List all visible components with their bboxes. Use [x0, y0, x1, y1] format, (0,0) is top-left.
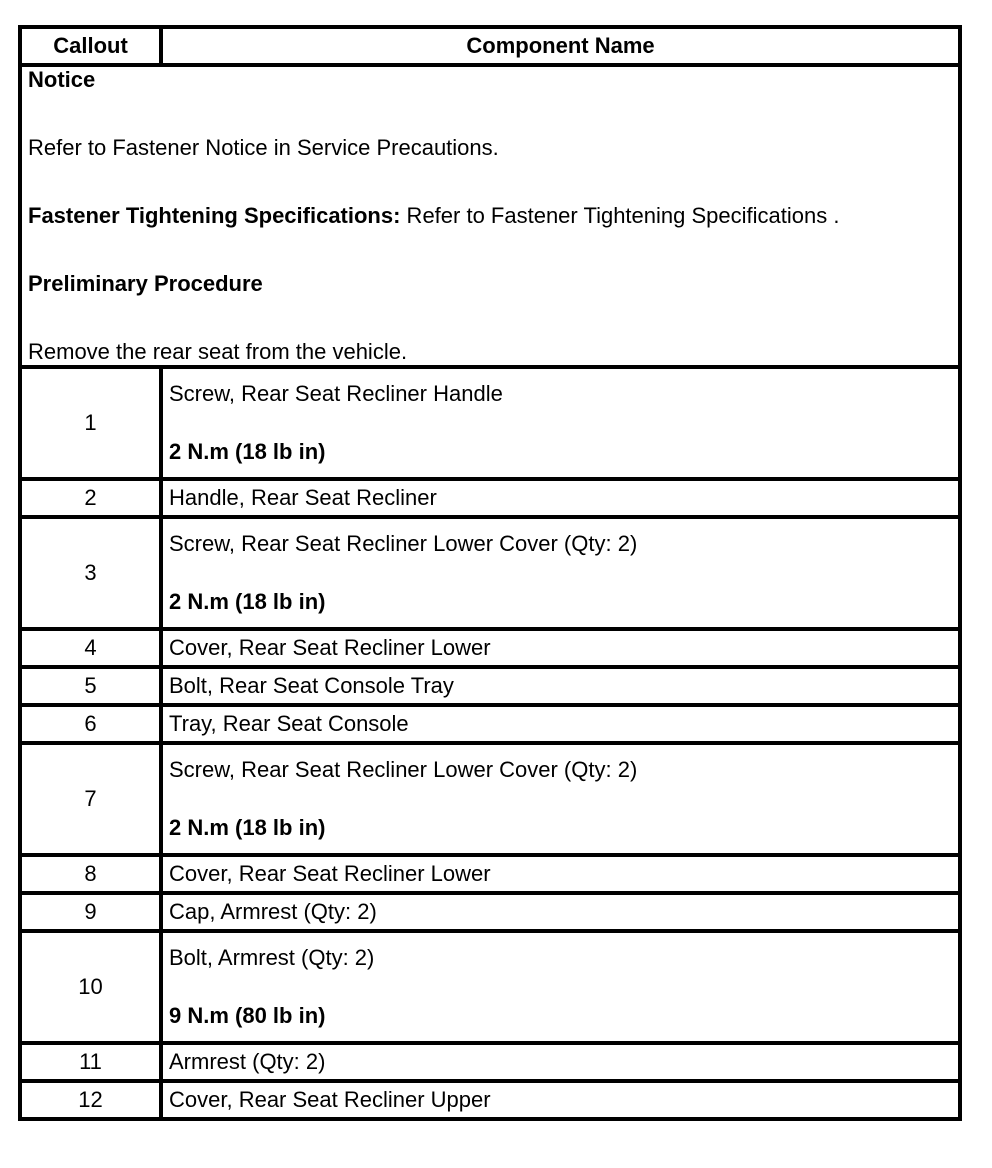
table-row: [20, 1081, 960, 1119]
torque-spec: 2 N.m (18 lb in): [169, 589, 326, 614]
component-name: Cap, Armrest (Qty: 2): [169, 899, 377, 924]
notice-title: Notice: [28, 67, 96, 92]
preliminary-text: Remove the rear seat from the vehicle.: [28, 339, 408, 364]
component-name: Screw, Rear Seat Recliner Lower Cover (Qty: 2): [169, 757, 638, 782]
component-name: Cover, Rear Seat Recliner Upper: [169, 1087, 491, 1112]
component-name-cell: [161, 893, 960, 931]
callout-cell: 2: [20, 479, 161, 517]
component-name-cell: [161, 367, 960, 479]
callout-cell: 11: [20, 1043, 161, 1081]
component-name: Handle, Rear Seat Recliner: [169, 485, 437, 510]
component-name-cell: [161, 479, 960, 517]
component-table: [18, 25, 962, 1121]
preliminary-title: Preliminary Procedure: [28, 271, 263, 296]
callout-cell: 10: [20, 931, 161, 1043]
component-name-cell: [161, 1043, 960, 1081]
torque-spec: 2 N.m (18 lb in): [169, 439, 326, 464]
notice-cell: [20, 65, 960, 367]
callout-cell: 1: [20, 367, 161, 479]
table-row: [20, 367, 960, 479]
component-name-header: Component Name: [161, 27, 960, 65]
table-row: [20, 479, 960, 517]
callout-cell: 9: [20, 893, 161, 931]
callout-cell: 8: [20, 855, 161, 893]
component-name-cell: [161, 931, 960, 1043]
torque-spec: 2 N.m (18 lb in): [169, 815, 326, 840]
table-row: [20, 705, 960, 743]
component-name: Cover, Rear Seat Recliner Lower: [169, 861, 491, 886]
table-header-row: [20, 27, 960, 65]
callout-cell: 6: [20, 705, 161, 743]
fastener-spec-line: [28, 203, 952, 229]
callout-cell: 5: [20, 667, 161, 705]
table-row: [20, 667, 960, 705]
fastener-spec-label: Fastener Tightening Specifications:: [28, 203, 401, 228]
callout-cell: 4: [20, 629, 161, 667]
component-name: Armrest (Qty: 2): [169, 1049, 326, 1074]
table-row: [20, 743, 960, 855]
table-row: [20, 1043, 960, 1081]
component-name-cell: [161, 517, 960, 629]
component-name: Bolt, Rear Seat Console Tray: [169, 673, 454, 698]
component-name: Screw, Rear Seat Recliner Handle: [169, 381, 503, 406]
component-name-cell: [161, 667, 960, 705]
component-name: Screw, Rear Seat Recliner Lower Cover (Qty: 2): [169, 531, 638, 556]
notice-row: [20, 65, 960, 367]
component-name-cell: [161, 743, 960, 855]
component-name-cell: [161, 705, 960, 743]
table-row: [20, 855, 960, 893]
component-name-cell: [161, 855, 960, 893]
notice-text: Refer to Fastener Notice in Service Precautions.: [28, 135, 499, 160]
fastener-spec-text: Refer to Fastener Tightening Specifications .: [400, 203, 840, 228]
component-name-cell: [161, 1081, 960, 1119]
callout-cell: 12: [20, 1081, 161, 1119]
component-name: Bolt, Armrest (Qty: 2): [169, 945, 375, 970]
torque-spec: 9 N.m (80 lb in): [169, 1003, 326, 1028]
component-name: Tray, Rear Seat Console: [169, 711, 409, 736]
component-name: Cover, Rear Seat Recliner Lower: [169, 635, 491, 660]
table-row: [20, 931, 960, 1043]
table-row: [20, 893, 960, 931]
component-name-cell: [161, 629, 960, 667]
table-row: [20, 629, 960, 667]
callout-cell: 7: [20, 743, 161, 855]
callout-cell: 3: [20, 517, 161, 629]
table-row: [20, 517, 960, 629]
callout-header: Callout: [20, 27, 161, 65]
